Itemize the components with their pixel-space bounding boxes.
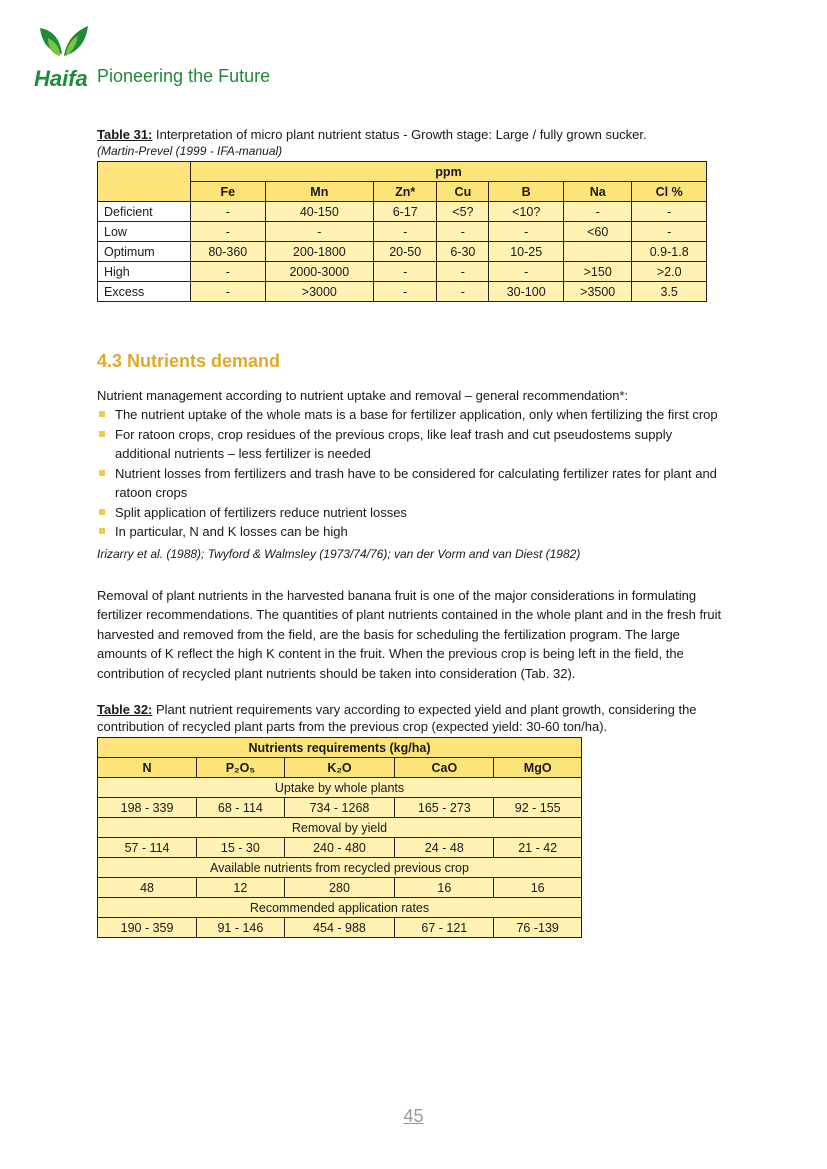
table-cell: - <box>489 262 564 282</box>
section-source: Irizarry et al. (1988); Twyford & Walmsley (1973/74/76); van der Vorm and van Diest (1982) <box>97 546 581 561</box>
table-cell: <10? <box>489 202 564 222</box>
table31-column-header: Cl % <box>632 182 707 202</box>
table-cell: 240 - 480 <box>284 838 395 858</box>
table-row <box>98 222 707 242</box>
table-cell: 40-150 <box>265 202 373 222</box>
table32-column-header: N <box>98 758 197 778</box>
table-row <box>98 818 582 838</box>
table32-column-header: CaO <box>395 758 494 778</box>
table-cell: - <box>489 222 564 242</box>
table-cell: <5? <box>437 202 489 222</box>
table-cell: 734 - 1268 <box>284 798 395 818</box>
table-cell: 92 - 155 <box>494 798 582 818</box>
table-row <box>98 242 707 262</box>
table31-corner <box>98 162 191 202</box>
table-cell: 190 - 359 <box>98 918 197 938</box>
table-cell: 30-100 <box>489 282 564 302</box>
table-cell: 2000-3000 <box>265 262 373 282</box>
brand-text: Haifa <box>34 66 88 91</box>
page-header <box>34 24 334 94</box>
table31 <box>97 161 707 302</box>
table-cell: 67 - 121 <box>395 918 494 938</box>
table-cell: >3500 <box>564 282 632 302</box>
table-cell: 21 - 42 <box>494 838 582 858</box>
table-cell: 200-1800 <box>265 242 373 262</box>
table31-row-label: High <box>98 262 191 282</box>
table32-caption <box>97 701 727 735</box>
page-content <box>97 126 727 938</box>
table31-row-label: Optimum <box>98 242 191 262</box>
table32 <box>97 737 582 938</box>
table-cell: 68 - 114 <box>197 798 285 818</box>
table-cell: 280 <box>284 878 395 898</box>
table32-column-header: P₂O₅ <box>197 758 285 778</box>
table-cell: 80-360 <box>191 242 266 262</box>
table31-column-header: Mn <box>265 182 373 202</box>
table-row <box>98 778 582 798</box>
table-cell: 454 - 988 <box>284 918 395 938</box>
table-cell: <60 <box>564 222 632 242</box>
table-cell: - <box>632 202 707 222</box>
table-cell: 48 <box>98 878 197 898</box>
table31-column-header: Na <box>564 182 632 202</box>
table-cell: 20-50 <box>374 242 437 262</box>
table31-source: (Martin-Prevel (1999 - IFA-manual) <box>97 144 283 158</box>
body-paragraph: Removal of plant nutrients in the harvested banana fruit is one of the major considerations in formulating fertilizer recommendations. The quantities of plant nutrients contained in the whole plant and in the fresh fruit harvested and removed from the field, are the basis for scheduling the fertilization program. The large amounts of K reflect the high K content in the fruit. When the previous crop is being left in the field, the contribution of recycled plant nutrients should be taken into consideration (Tab. 32). <box>97 587 722 681</box>
table-cell: - <box>374 262 437 282</box>
table32-section-title: Uptake by whole plants <box>98 778 582 798</box>
table-cell: >3000 <box>265 282 373 302</box>
table-cell: 0.9-1.8 <box>632 242 707 262</box>
table31-column-header: B <box>489 182 564 202</box>
table32-caption-label: Table 32: <box>97 702 153 717</box>
section-title: 4.3 Nutrients demand <box>97 351 281 371</box>
table31-group-header: ppm <box>191 162 707 182</box>
table-cell: 6-17 <box>374 202 437 222</box>
table31-column-header: Zn* <box>374 182 437 202</box>
list-item: Split application of fertilizers reduce nutrient losses <box>97 503 727 523</box>
list-item: Nutrient losses from fertilizers and trash have to be considered for calculating fertilizer rates for plant and ratoon crops <box>97 464 727 503</box>
table31-caption-text: Interpretation of micro plant nutrient status - Growth stage: Large / fully grown sucker. <box>152 127 647 142</box>
table-cell: 16 <box>494 878 582 898</box>
table-cell: 57 - 114 <box>98 838 197 858</box>
table-cell: 24 - 48 <box>395 838 494 858</box>
table31-column-header: Cu <box>437 182 489 202</box>
table-cell: 76 -139 <box>494 918 582 938</box>
table-cell: - <box>265 222 373 242</box>
table-row <box>98 202 707 222</box>
table-row <box>98 878 582 898</box>
page-number: 45 <box>403 1106 424 1126</box>
table-cell: 10-25 <box>489 242 564 262</box>
table-cell: - <box>191 262 266 282</box>
table31-row-label: Excess <box>98 282 191 302</box>
list-item: The nutrient uptake of the whole mats is a base for fertilizer application, only when fertilizing the first crop <box>97 405 727 425</box>
table-cell: - <box>564 202 632 222</box>
table-cell: - <box>632 222 707 242</box>
table-cell: 12 <box>197 878 285 898</box>
table-cell: >150 <box>564 262 632 282</box>
table-row <box>98 898 582 918</box>
table32-column-header: K₂O <box>284 758 395 778</box>
table-cell: 198 - 339 <box>98 798 197 818</box>
list-item: In particular, N and K losses can be high <box>97 522 727 542</box>
table31-row-label: Deficient <box>98 202 191 222</box>
table-row <box>98 838 582 858</box>
table-cell: - <box>437 262 489 282</box>
table-cell: - <box>437 282 489 302</box>
table-cell: 165 - 273 <box>395 798 494 818</box>
table-cell: 15 - 30 <box>197 838 285 858</box>
table-cell <box>564 242 632 262</box>
list-item: For ratoon crops, crop residues of the previous crops, like leaf trash and cut pseudostems supply additional nutrients – less fertilizer is needed <box>97 425 727 464</box>
table31-column-header: Fe <box>191 182 266 202</box>
table-cell: 91 - 146 <box>197 918 285 938</box>
table-row <box>98 918 582 938</box>
table-row <box>98 858 582 878</box>
table-row <box>98 282 707 302</box>
table-cell: - <box>374 222 437 242</box>
table32-section-title: Available nutrients from recycled previous crop <box>98 858 582 878</box>
table-cell: 16 <box>395 878 494 898</box>
table-cell: - <box>374 282 437 302</box>
table32-section-title: Recommended application rates <box>98 898 582 918</box>
table31-caption-label: Table 31: <box>97 127 153 142</box>
table32-group-header: Nutrients requirements (kg/ha) <box>98 738 582 758</box>
table-cell: - <box>191 282 266 302</box>
table31-row-label: Low <box>98 222 191 242</box>
haifa-logo <box>34 24 94 94</box>
table-cell: - <box>437 222 489 242</box>
tagline: Pioneering the Future <box>97 66 271 86</box>
section-intro: Nutrient management according to nutrient uptake and removal – general recommendation*: <box>97 387 629 403</box>
table32-column-header: MgO <box>494 758 582 778</box>
table-row <box>98 262 707 282</box>
table-row <box>98 798 582 818</box>
table-cell: 6-30 <box>437 242 489 262</box>
table32-section-title: Removal by yield <box>98 818 582 838</box>
table31-caption <box>97 126 727 143</box>
table-cell: - <box>191 202 266 222</box>
table-cell: >2.0 <box>632 262 707 282</box>
recommendation-list <box>97 405 727 542</box>
table-cell: - <box>191 222 266 242</box>
table32-caption-text: Plant nutrient requirements vary according to expected yield and plant growth, considering the contribution of recycled plant parts from the previous crop (expected yield: 30-60 ton/ha). <box>97 702 697 734</box>
table-cell: 3.5 <box>632 282 707 302</box>
